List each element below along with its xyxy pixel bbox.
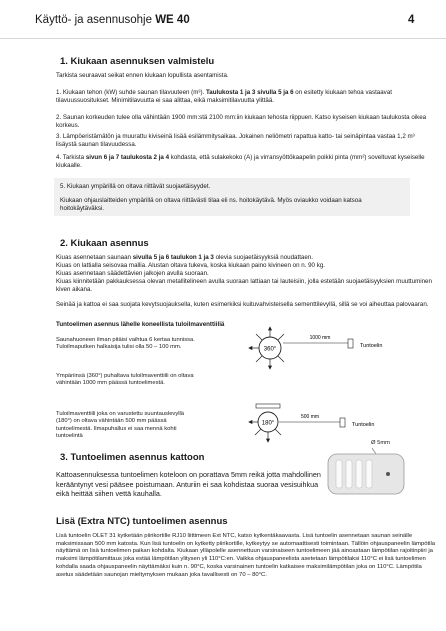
distance-500-label: 500 mm: [300, 414, 320, 420]
sensor-1-label: Tuntoelin: [360, 343, 383, 349]
valve-180-angle: 180°: [261, 420, 275, 427]
section-2-paragraph-1: Kiuas asennetaan saunaan sivulla 5 ja 6 taulukon 1 ja 3 olevia suojaetäisyyksiä noudattaen. Kiuas on lattialla seisovaa mallia. Alustan oltava tukeva, koska kiukaan paino kivineen on n. 90 kg. Kiuas asennetaan säädettävien jalkojen avulla suoraan. Kiuas kiinnitetään pakkauksessa olevan metallitelineen avulla suoraan lattiaan tai lauteisiin, jolla estetään suojaetäisyyksien muuttuminen kiven aikana.: [56, 254, 432, 293]
sensor-icon: [340, 418, 345, 427]
section-4-text: Lisä tuntoelin OLET 31 kytketään piirikortille RJ10 liittimeen Ext NTC, katso kytkentäkaavasta. Lisä tuntoelin asennetaan saunan seinälle maksimissaan 500 mm katosta. Kun lisä tuntoelin on kytketty piirikortille, kytkeytyy se automaattisesti toimintaan. Tällöin ohjauspaneelin lämpötila näyttämä on lisä tuntoelimen paikan kohdalta. Kiukaan ylläpolelle asennettuun varsinaiseen tuntoelimeen jää ainoastaan lämpötilan rajoitinpiiri ja maksimi lämpötilamittaus joka estää lämpötilan ylitysen yli 110°C:en. Vaikka ohjauspaneelista asetetaan lämpötilaksi 110°C ei lisä tuntoelimen kohdalla saada ohjauspaneelin näyttämäksi kuin n. 90°C, koska varsinainen tuntoelin katkaisee maksimilämpötilan joka on 110°C. Lämpötila asetus säädetään saunojan mieltymyksen mukaan joka tavallisesti on 70 – 80°C.: [56, 533, 436, 578]
section-1-item-5: 5. Kiukaan ympärillä on oltava riittävät suojaetäisyydet.: [60, 183, 211, 190]
diagram-180-valve: [248, 400, 408, 444]
section-1-item-1: 1. Kiukaan tehon (kW) suhde saunan tilavuuteen (m³). Taulukosta 1 ja 3 sivulla 5 ja 6 on esitetty kiukaan tehoa vastaavat tilavuussuositukset. Minimitilavuutta ei saa alittaa, eikä maksimitilavuutta ylittää.: [56, 89, 392, 104]
diagram-text-2: Ympäriinsä (360°) puhaltava tuloilmaventtiili on oltava vähintään 1000 mm päässä tuntoelimestä.: [56, 373, 194, 387]
section-1-intro: Tarkista seuraavat seikat ennen kiukaan lopullista asentamista.: [56, 72, 229, 79]
diagram-text-1: Saunahuoneen ilman pitäisi vaihtua 6 kertaa tunnissa. Tuloilmaputken halkaisija tulisi olla 50 – 100 mm.: [56, 337, 195, 351]
document-title: Käyttö- ja asennusohje WE 40: [35, 14, 190, 26]
section-3-heading: 3. Tuntoelimen asennus kattoon: [60, 452, 205, 463]
section-2-paragraph-2: Seinää ja kattoa ei saa suojata kevytsuojauksella, kuten esimerkiksi kuituvahvisteisella sementtilevyllä, sillä se voi aiheuttaa palovaaran.: [56, 301, 429, 308]
drain-hole: [386, 472, 390, 476]
section-3-text: Kattoasennuksessa tuntoelimen koteloon on porattava 5mm reikä jotta mahdollinen kerääntynyt vesi pääsee poistumaan. Anturiin ei saa kohdistaa suoraa vesisuihkua eikä heittää siihen vettä kauhalla.: [56, 470, 321, 498]
valve-360-angle: 360°: [263, 346, 277, 353]
section-1-item-3: 3. Lämpöeristämätön ja muurattu kiviseinä lisää esilämmitysaikaa. Jokainen neliömetri rapattua katto- tai seinäpintaa vastaa 1,2 m³ lisäystä saunan tilavuudessa.: [56, 133, 415, 148]
distance-1000-label: 1000 mm: [309, 335, 331, 341]
section-2-heading: 2. Kiukaan asennus: [60, 238, 149, 249]
page-number: 4: [408, 14, 415, 26]
section-1-heading: 1. Kiukaan asennuksen valmistelu: [60, 56, 215, 67]
deflector-plate: [256, 404, 280, 408]
sensor-2-label: Tuntoelin: [352, 422, 375, 428]
section-1-item-6: Kiukaan ohjauslaitteiden ympärillä on oltava riittävästi tilaa eli ns. hoitokäytävä. Myös oviaukko voidaan katsoa hoitokäytäväksi.: [60, 197, 362, 212]
diameter-label: Ø 5mm: [371, 440, 391, 446]
page-header: [0, 0, 446, 39]
sensor-icon: [348, 339, 353, 348]
section-1-item-2: 2. Saunan korkeuden tulee olla vähintään 1900 mm:stä 2100 mm:iin kiukaan tehosta riippuen. Katso kyseisen kiukaan taulukosta oikea korkeus.: [56, 114, 427, 129]
sensor-housing-illustration: [322, 446, 410, 502]
section-4-heading: Lisä (Extra NTC) tuntoelimen asennus: [56, 516, 228, 527]
diagram-text-3: Tuloilmaventtiili joka on varustettu suuntauslevyllä (180°) on oltava vähintään 500 mm päässä tuntoelimestä. Ilmapuhallus ei saa mennä kohti tuntoelintä: [56, 411, 185, 440]
diagram-360-valve: [248, 326, 408, 370]
section-2-subheading: Tuntoelimen asennus lähelle koneellista tuloilmaventtiiliä: [56, 321, 225, 328]
section-1-item-4: 4. Tarkista sivun 6 ja 7 taulukosta 2 ja 4 kohdasta, että sulakekoko (A) ja virransyöttökaapelin poikki pinta (mm²) soveltuvat kyseiselle kiukaalle.: [56, 154, 425, 169]
